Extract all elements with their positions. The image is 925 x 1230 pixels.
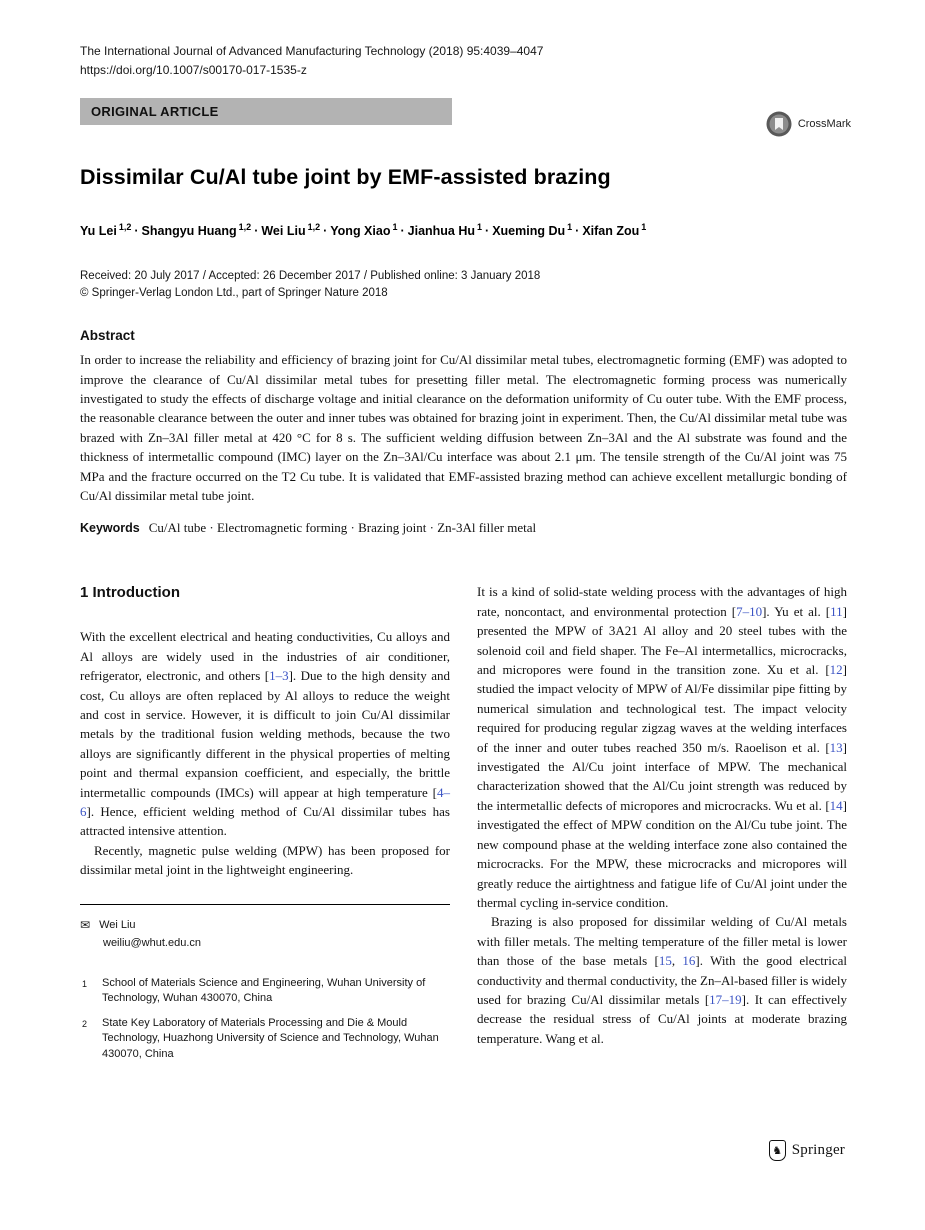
author-separator: · — [323, 224, 328, 239]
author-separator: · — [254, 224, 259, 239]
springer-shield-icon: ♞ — [769, 1140, 786, 1161]
intro-left-column — [80, 582, 450, 1062]
author: Xifan Zou $^1$ — [582, 222, 647, 239]
affiliation-item — [82, 1016, 450, 1063]
doi-link[interactable]: https://doi.org/10.1007/s00170-017-1535-z — [80, 63, 307, 77]
affiliations-list — [80, 976, 450, 1063]
author-affiliation-sup: 1,2 — [238, 222, 252, 232]
correspondence-email[interactable]: weiliu@whut.edu.cn — [103, 937, 201, 950]
section-heading-introduction: 1 Introduction — [80, 584, 180, 602]
intro-right-column — [477, 582, 847, 1062]
author-affiliation-sup: 1 — [477, 222, 483, 232]
affiliation-item — [82, 976, 450, 1007]
affiliation-number: 1 — [82, 978, 88, 989]
author-separator: · — [400, 224, 405, 239]
affiliation-number: 2 — [82, 1018, 88, 1029]
author: Yu Lei $^{1,2}$ — [80, 222, 132, 239]
citation-link[interactable]: 7–10 — [736, 603, 763, 619]
correspondence-name: Wei Liu — [99, 918, 136, 931]
citation-link[interactable]: 14 — [829, 797, 843, 813]
author: Wei Liu $^{1,2}$ — [261, 222, 321, 239]
affiliation-text: State Key Laboratory of Materials Processing and Die & Mould Technology, Huazhong University of Science and Technology, Wuhan 430070, China — [102, 1016, 439, 1060]
page-title: Dissimilar Cu/Al tube joint by EMF-assisted brazing — [80, 165, 611, 189]
citation-link[interactable]: 16 — [682, 953, 696, 969]
copyright-line: © Springer-Verlag London Ltd., part of Springer Nature 2018 — [80, 287, 388, 300]
dates-line: Received: 20 July 2017 / Accepted: 26 December 2017 / Published online: 3 January 2018 — [80, 270, 541, 283]
author-separator: · — [485, 224, 490, 239]
crossmark-label: CrossMark — [797, 118, 851, 130]
author: Yong Xiao $^1$ — [330, 222, 398, 239]
article-type-banner: ORIGINAL ARTICLE — [80, 98, 452, 125]
author-separator: · — [134, 224, 139, 239]
two-column-body — [80, 582, 847, 1062]
author-affiliation-sup: 1,2 — [307, 222, 321, 232]
citation-link[interactable]: 13 — [829, 739, 843, 755]
crossmark-badge[interactable] — [765, 110, 851, 138]
body-paragraph: It is a kind of solid-state welding process with the advantages of high rate, noncontact, and environmental protection [7–10]. Yu et al. [11] presented the MPW of 3A21 Al alloy and 20 steel tubes with the solenoid coil and field shaper. The Fe–Al intermetallics, microcracks, and micropores were found in the transition zone. Xu et al. [12] studied the impact velocity of MPW of Al/Fe dissimilar pipe fitting by numerical simulation and technological test. The impact velocity required for producing regular zigzag waves at the welding interfaces of the inner and outer tubes reached 350 m/s. Raoelison et al. [13] investigated the Al/Cu joint interface of MPW. The mechanical characterization showed that the Al/Cu joint strength was reduced by the intermetallic defects of micropores and microcracks. Wu et al. [14] investigated the effect of MPW condition on the Al/Cu tube joint. The new compound phase at the welding interface zone also contained the microcracks. For the MPW, these microcracks and micropores will greatly reduce the airtightness and fatigue life of Cu/Al joint under the thermal cycling in-service condition. — [477, 584, 848, 910]
springer-wordmark: Springer — [791, 1142, 845, 1158]
body-paragraph: Brazing is also proposed for dissimilar welding of Cu/Al metals with filler metals. The melting temperature of the filler metal is lower than those of the base metals [15, 16]. With the good electrical conductivity and thermal conductivity, the Zn–Al-based filler is widely used for brazing Cu/Al dissimilar metals [17–19]. It can effectively decrease the residual stress of Cu/Al joints at moderate brazing temperature. Wang et al. — [477, 914, 848, 1046]
keywords-text: Cu/Al tube · Electromagnetic forming · Brazing joint · Zn-3Al filler metal — [148, 520, 537, 536]
author-affiliation-sup: 1 — [641, 222, 647, 232]
abstract-heading: Abstract — [80, 328, 135, 344]
body-paragraph: With the excellent electrical and heating conductivities, Cu alloys and Al alloys are widely used in the industries of air conditioner, refrigerator, electronic, and others [1–3]. Due to the high density and cost, Cu alloys are often replaced by Al alloys to reduce the weight and cost in service. However, it is difficult to join Cu/Al dissimilar metals by the traditional fusion welding methods, because the two alloys are significantly different in the physical properties of melting point and thermal expansion coefficient, and especially, the brittle intermetallic compounds (IMCs) will appear at high temperature [4–6]. Hence, efficient welding method of Cu/Al dissimilar tubes has attracted intensive attention. — [80, 629, 450, 839]
journal-title-line: The International Journal of Advanced Manufacturing Technology (2018) 95:4039–4047 — [80, 44, 544, 58]
intro-right-text — [477, 582, 847, 1048]
author: Jianhua Hu $^1$ — [407, 222, 483, 239]
springer-logo — [769, 1140, 845, 1161]
crossmark-icon — [765, 110, 793, 138]
author-affiliation-sup: 1 — [567, 222, 573, 232]
author-list — [80, 222, 847, 238]
keywords-line — [80, 520, 847, 536]
keywords-label: Keywords — [80, 521, 140, 536]
abstract-text: In order to increase the reliability and efficiency of brazing joint for Cu/Al dissimilar metal tubes, electromagnetic forming (EMF) was adopted to improve the clearance of Cu/Al dissimilar metal tubes for presetting filler metal. The electromagnetic forming process was numerically investigated to study the effects of discharge voltage and initial clearance on the deformation uniformity of Cu outer tube. With the EMF process, the reasonable clearance between the outer and inner tubes was obtained for brazing joint in experiment. Then, the Cu/Al dissimilar metal tube was brazed with Zn–3Al filler metal at 420 °C for 8 s. The sufficient welding diffusion between Zn–3Al and the Al substrate was found and the thickness of intermetallic compound (IMC) layer on the Zn–3Al/Cu interface was about 2.1 μm. The tensile strength of the Cu/Al joint was 75 MPa and the fracture occurred on the T2 Cu tube. It is validated that EMF-assisted brazing method can achieve excellent metallurgic bonding of Cu/Al dissimilar metal tube joint. — [80, 352, 847, 503]
citation-link[interactable]: 15 — [658, 953, 672, 969]
envelope-icon: ✉ — [80, 917, 91, 932]
citation-link[interactable]: 1–3 — [269, 668, 289, 684]
citation-link[interactable]: 12 — [829, 662, 843, 678]
affiliation-text: School of Materials Science and Engineering, Wuhan University of Technology, Wuhan 430070, China — [102, 976, 426, 1005]
footnotes-block — [80, 904, 450, 1063]
citation-link[interactable]: 17–19 — [709, 991, 742, 1007]
author: Shangyu Huang $^{1,2}$ — [141, 222, 252, 239]
intro-left-text — [80, 627, 450, 879]
author-separator: · — [575, 224, 580, 239]
author: Xueming Du $^1$ — [492, 222, 573, 239]
author-affiliation-sup: 1 — [392, 222, 398, 232]
citation-link[interactable]: 4–6 — [80, 784, 450, 820]
author-affiliation-sup: 1,2 — [118, 222, 132, 232]
citation-link[interactable]: 11 — [830, 603, 843, 619]
correspondence-block — [80, 918, 450, 934]
body-paragraph: Recently, magnetic pulse welding (MPW) has been proposed for dissimilar metal joint in the lightweight engineering. — [80, 842, 450, 878]
